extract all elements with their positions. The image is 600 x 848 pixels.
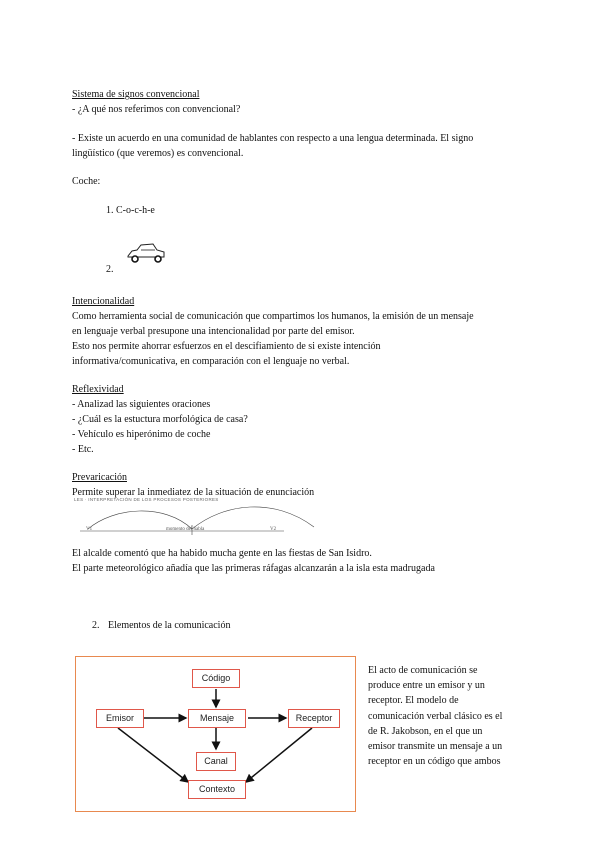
timeline-arrows (74, 503, 354, 541)
node-emisor: Emisor (96, 709, 144, 728)
communication-diagram (75, 656, 356, 812)
diagram-side-text (368, 663, 528, 769)
section-convencional (72, 87, 542, 117)
intencionalidad-line-3: Esto nos permite ahorrar esfuerzos en el descifiamiento de si existe intención (72, 341, 381, 352)
section-title-convencional: Sistema de signos convencional (72, 89, 200, 100)
side-text-line-6: emisor transmite un mensaje a un (368, 741, 503, 753)
answer-paragraph (72, 131, 542, 161)
intencionalidad-line-4: informativa/comunicativa, en comparación con el lenguaje no verbal. (72, 356, 350, 367)
timeline-figure (74, 497, 354, 541)
side-text-line-4: comunicación verbal clásico es el (368, 710, 503, 722)
side-text-line-5: de R. Jakobson, en el que un (368, 725, 483, 737)
prevaricacion-examples (72, 546, 542, 576)
node-mensaje: Mensaje (188, 709, 246, 728)
list-item-1: 1. C-o-c-h-e (106, 205, 155, 216)
section-title-reflexividad: Reflexividad (72, 384, 124, 395)
timeline-caption: LES · INTERPRETACIÓN DE LOS PROCESOS POSTERIORES (74, 497, 219, 502)
side-text-line-7: receptor en un código que ambos (368, 756, 501, 768)
timeline-label-middle: momento del habla (166, 527, 205, 532)
section-title-prevaricacion: Prevaricación (72, 472, 127, 483)
intencionalidad-line-2: en lenguaje verbal presupone una intencionalidad por parte del emisor. (72, 326, 355, 337)
reflexividad-item-4: - Etc. (72, 444, 94, 455)
section-reflexividad (72, 382, 542, 457)
question-line: - ¿A qué nos referimos con convencional? (72, 104, 241, 115)
side-text-line-3: receptor. El modelo de (368, 695, 459, 707)
reflexividad-item-1: - Analizad las siguientes oraciones (72, 399, 211, 410)
reflexividad-item-3: - Vehículo es hiperónimo de coche (72, 429, 211, 440)
list-item-2-number: 2. (106, 264, 114, 275)
heading-elementos: Elementos de la comunicación (108, 620, 231, 631)
prevaricacion-example-1: El alcalde comentó que ha habido mucha gente en las fiestas de San Isidro. (72, 548, 372, 559)
section-intencionalidad (72, 294, 542, 369)
side-text-line-1: El acto de comunicación se (368, 665, 478, 676)
timeline-label-v2: V2 (270, 527, 277, 532)
car-icon (124, 241, 168, 265)
node-receptor: Receptor (288, 709, 340, 728)
answer-line-1: - Existe un acuerdo en una comunidad de hablantes con respecto a una lengua determinada. El signo (72, 133, 474, 144)
section-title-intencionalidad: Intencionalidad (72, 296, 135, 307)
side-text-line-2: produce entre un emisor y un (368, 680, 485, 692)
intencionalidad-line-1: Como herramienta social de comunicación que compartimos los humanos, la emisión de un mensaje (72, 311, 474, 322)
answer-line-2: lingüístico (que veremos) es convencional. (72, 148, 244, 159)
example-label: Coche: (72, 176, 101, 187)
reflexividad-item-2: - ¿Cuál es la estuctura morfológica de casa? (72, 414, 248, 425)
timeline-label-v1: V1 (86, 527, 93, 532)
section-prevaricacion (72, 470, 542, 500)
node-codigo: Código (192, 669, 240, 688)
heading-number: 2. (92, 620, 100, 631)
node-contexto: Contexto (188, 780, 246, 799)
prevaricacion-intro: Permite superar la inmediatez de la situación de enunciación (72, 487, 315, 498)
node-canal: Canal (196, 752, 236, 771)
prevaricacion-example-2: El parte meteorológico añadía que las primeras ráfagas alcanzarán a la isla esta madrugada (72, 563, 435, 574)
